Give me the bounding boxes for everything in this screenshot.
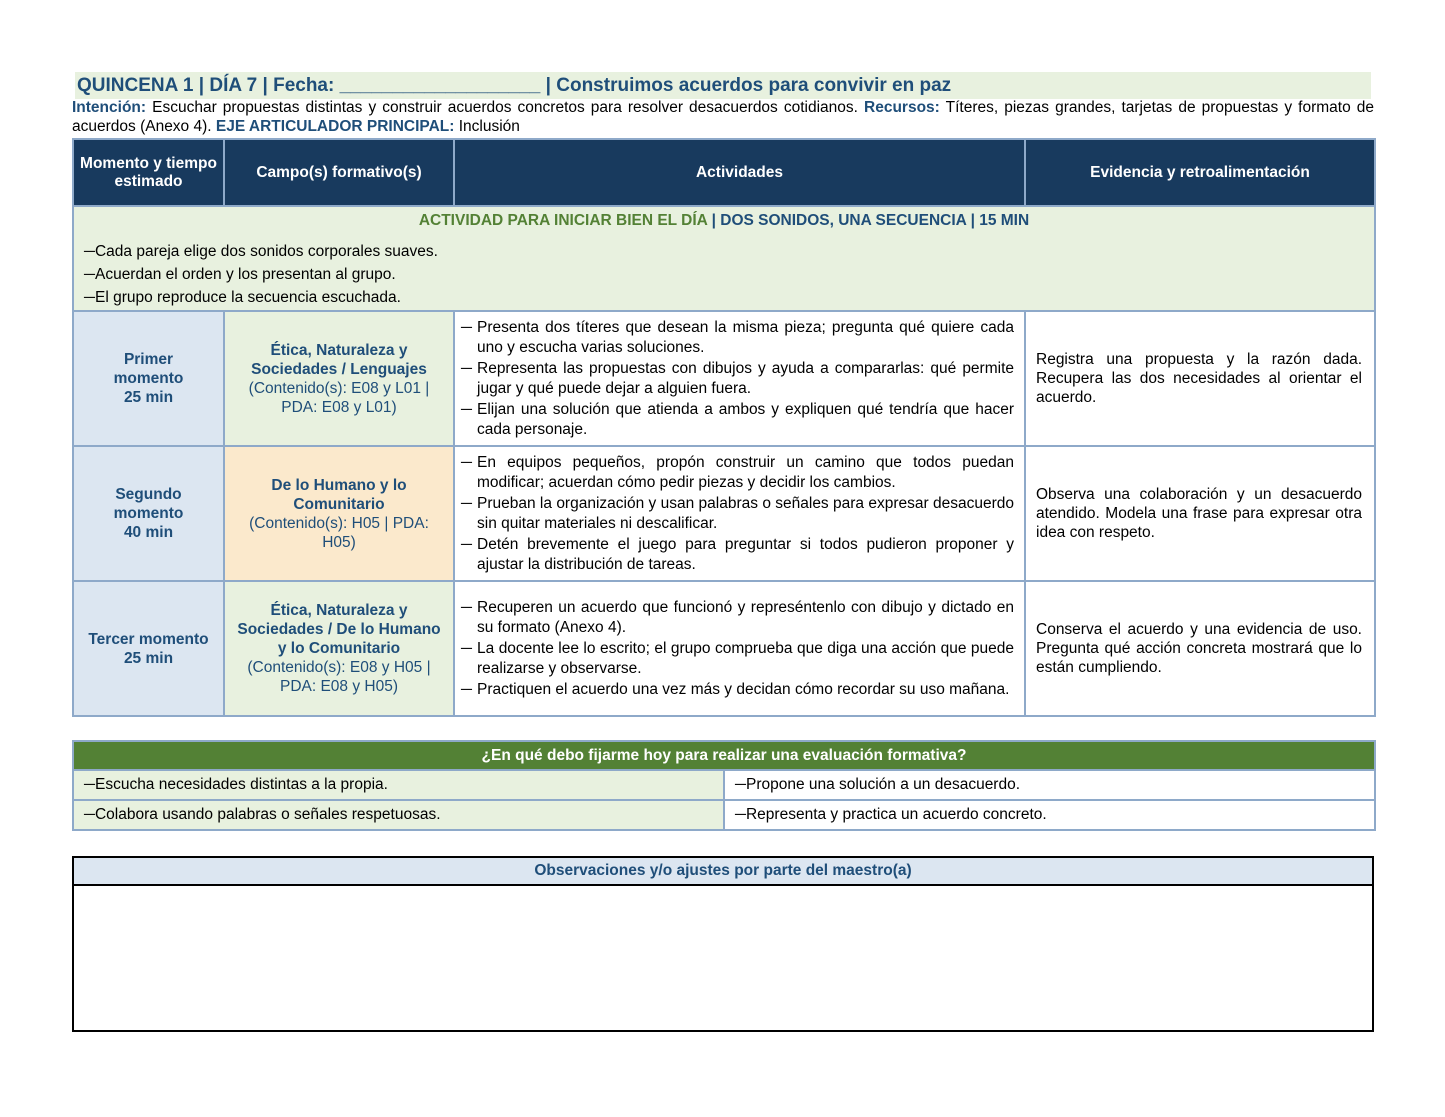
list-item: ─El grupo reproduce la secuencia escuchada. [84, 289, 401, 306]
activities-cell [454, 446, 1025, 581]
campo-cell [224, 581, 454, 716]
start-activity-title-green: ACTIVIDAD PARA INICIAR BIEN EL DÍA [418, 212, 708, 229]
moment-label: Primer momento [113, 351, 184, 387]
list-item: ─ En equipos pequeños, propón construir un camino que todos puedan modificar; acuerdan cómo pedir piezas y decidir los cambios. [461, 453, 1014, 493]
table-row [73, 581, 1375, 716]
evidence-cell: Observa una colaboración y un desacuerdo atendido. Modela una frase para expresar otra idea con respeto. [1025, 446, 1375, 581]
table-row [73, 800, 1375, 830]
moment-label: Tercer momento [88, 630, 209, 648]
intencion-label: Intención: [72, 99, 147, 116]
moment-cell [73, 581, 224, 716]
column-header-activities: Actividades [454, 139, 1025, 206]
activities-cell [454, 581, 1025, 716]
moment-label: Segundo momento [113, 486, 184, 522]
moment-cell [73, 311, 224, 446]
start-activity-title-blue: | DOS SONIDOS, UNA SECUENCIA | 15 MIN [711, 212, 1030, 229]
campo-cell [224, 446, 454, 581]
list-item: ─ Representa las propuestas con dibujos y ayuda a compararlas: qué permite jugar y qué puede dejar a alguien fuera. [461, 359, 1014, 399]
moment-cell [73, 446, 224, 581]
moment-time: 25 min [123, 389, 174, 406]
list-item: ─ Recuperen un acuerdo que funcionó y represéntenlo con dibujo y dictado en su formato (Anexo 4). [461, 598, 1014, 638]
page-title: QUINCENA 1 | DÍA 7 | Fecha: ___________________ | Construimos acuerdos para convivir en paz [75, 72, 1371, 99]
recursos-label: Recursos: [864, 99, 940, 116]
list-item: ─ Prueban la organización y usan palabras o señales para expresar desacuerdo sin quitar materiales ni descalificar. [461, 494, 1014, 534]
list-item: ─ Presenta dos títeres que desean la misma pieza; pregunta qué quiere cada uno y escucha varias soluciones. [461, 318, 1014, 358]
evaluation-item: ─Colabora usando palabras o señales respetuosas. [73, 800, 724, 830]
list-item: ─ La docente lee lo escrito; el grupo comprueba que diga una acción que puede realizarse y observarse. [461, 639, 1014, 679]
activities-cell [454, 311, 1025, 446]
campo-contenido: (Contenido(s): H05 | PDA: H05) [249, 514, 429, 551]
start-activity-list [74, 240, 1374, 309]
observations-field[interactable] [73, 885, 1373, 1031]
moment-time: 25 min [123, 649, 174, 667]
start-activity-row [73, 206, 1375, 311]
column-header-evidence: Evidencia y retroalimentación [1025, 139, 1375, 206]
eje-text: Inclusión [458, 118, 520, 135]
list-item: ─Acuerdan el orden y los presentan al grupo. [84, 266, 396, 283]
column-header-moment: Momento y tiempo estimado [73, 139, 224, 206]
list-item: ─ Elijan una solución que atienda a ambos y expliquen qué tendría que hacer cada personaje. [461, 400, 1014, 440]
eje-label: EJE ARTICULADOR PRINCIPAL: [215, 118, 455, 135]
activities-table [72, 138, 1376, 717]
list-item: ─ Detén brevemente el juego para preguntar si todos pudieron proponer y ajustar la distribución de tareas. [461, 535, 1014, 575]
evidence-cell: Registra una propuesta y la razón dada. Recupera las dos necesidades al orientar el acuerdo. [1025, 311, 1375, 446]
observations-table [72, 856, 1374, 1032]
campo-name: De lo Humano y lo Comunitario [271, 476, 407, 513]
campo-name: Ética, Naturaleza y Sociedades / De lo Humano y lo Comunitario [237, 602, 441, 657]
evaluation-table [72, 740, 1376, 831]
evaluation-item: ─Escucha necesidades distintas a la propia. [73, 770, 724, 800]
campo-name: Ética, Naturaleza y Sociedades / Lenguajes [251, 341, 427, 378]
table-header-row [73, 139, 1375, 206]
column-header-campo: Campo(s) formativo(s) [224, 139, 454, 206]
start-activity-title [74, 207, 1374, 240]
recursos-text: Títeres, piezas grandes, tarjetas de propuestas y formato de acuerdos (Anexo 4). [72, 99, 1375, 135]
start-activity-cell [73, 206, 1375, 311]
moment-time: 40 min [123, 524, 174, 541]
campo-contenido: (Contenido(s): E08 y L01 | PDA: E08 y L01) [248, 379, 430, 416]
intro-paragraph [72, 98, 1374, 136]
evaluation-item: ─Propone una solución a un desacuerdo. [724, 770, 1375, 800]
campo-cell [224, 311, 454, 446]
intencion-text: Escuchar propuestas distintas y construir acuerdos concretos para resolver desacuerdos cotidianos. [152, 99, 858, 116]
table-row [73, 770, 1375, 800]
table-row [73, 311, 1375, 446]
campo-contenido: (Contenido(s): E08 y H05 | PDA: E08 y H05) [247, 659, 431, 695]
evidence-cell: Conserva el acuerdo y una evidencia de uso. Pregunta qué acción concreta mostrará que lo están cumpliendo. [1025, 581, 1375, 716]
table-row [73, 446, 1375, 581]
list-item: ─Cada pareja elige dos sonidos corporales suaves. [84, 243, 438, 260]
list-item: ─ Practiquen el acuerdo una vez más y decidan cómo recordar su uso mañana. [461, 680, 1014, 700]
observations-title: Observaciones y/o ajustes por parte del maestro(a) [73, 857, 1373, 885]
evaluation-title: ¿En qué debo fijarme hoy para realizar una evaluación formativa? [73, 741, 1375, 770]
evaluation-item: ─Representa y practica un acuerdo concreto. [724, 800, 1375, 830]
